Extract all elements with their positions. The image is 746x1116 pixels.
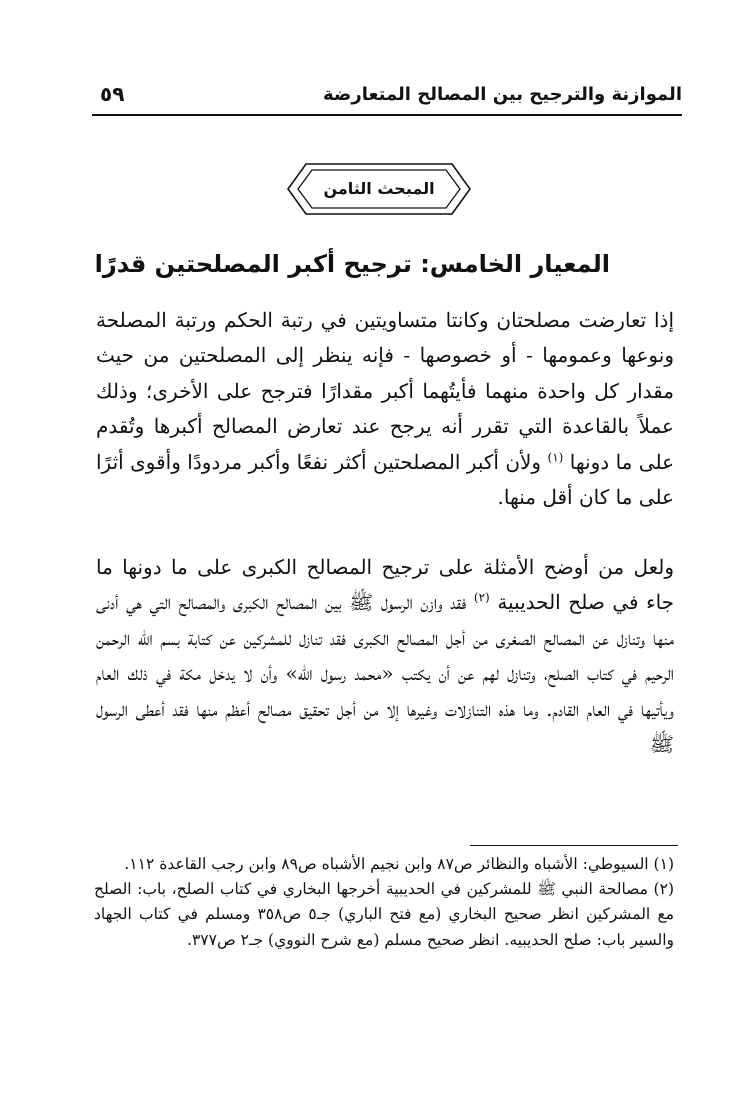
paragraph-2 — [96, 550, 674, 762]
footnotes — [94, 852, 674, 953]
header-rule — [92, 114, 682, 116]
criterion-heading: المعيار الخامس: ترجيح أكبر المصلحتين قدرًا — [94, 250, 610, 278]
paragraph-1-text-b: ولأن أكبر المصلحتين أكثر نفعًا وأكبر مردودًا وأقوى أثرًا على ما كان أقل منها. — [96, 449, 674, 510]
page-number: ٥٩ — [100, 82, 125, 106]
paragraph-2-text-a: ولعل من أوضح الأمثلة على ترجيح المصالح الكبرى على ما دونها ما جاء في صلح الحديبية — [96, 555, 675, 615]
paragraph-1-text-a: إذا تعارضت مصلحتان وكانتا متساويتين في رتبة الحكم ورتبة المصلحة ونوعها وعمومها - أو خصوصها - فإنه ينظر إلى المصلحتين من حيث مقدار كل واحدة منهما فأيتُهما أكبر مقدارًا فترجح على الأخرى؛ وذلك عملاً بالقاعدة التي تقرر أنه يرجح عند تعارض المصالح أكبرها وتُقدم على ما دونها — [96, 308, 675, 474]
footnote-ref-1[interactable]: (١) — [547, 449, 564, 464]
footnote-ref-2[interactable]: (٢) — [473, 590, 490, 605]
footnote-2-text: مصالحة النبي ﷺ للمشركين في الحديبية أخرجها البخاري في كتاب الصلح، باب: الصلح مع المشركين انظر صحيح البخاري (مع فتح الباري) جـ٥ ص٣٥٨ ومسلم في كتاب الجهاد والسير باب: صلح الحديبيه. انظر صحيح مسلم (مع شرح النووي) جـ٢ ص٣٧٧. — [94, 880, 675, 949]
footnote-1 — [94, 852, 674, 877]
section-banner — [282, 158, 476, 220]
footnote-1-number: (١) — [653, 855, 674, 873]
footnote-2-number: (٢) — [653, 880, 674, 899]
section-label: المبحث الثامن — [323, 179, 435, 198]
running-title: الموازنة والترجيح بين المصالح المتعارضة — [323, 84, 682, 105]
footnote-2 — [94, 877, 674, 953]
footnote-1-text: السيوطي: الأشباه والنظائر ص٨٧ وابن نجيم الأشباه ص٨٩ وابن رجب القاعدة ١١٢. — [124, 855, 654, 873]
paragraph-1 — [96, 303, 674, 515]
footnote-separator — [470, 845, 678, 846]
paragraph-2-text-b: فقد وازن الرسول ﷺ بين المصالح الكبرى والمصالح التي هي أدنى منها وتنازل عن المصالح الصغرى من أجل المصالح الكبرى فقد تنازل للمشركين عن كتابة بسم الله الرحمن الرحيم في كتاب الصلح، وتنازل لهم عن أن يكتب «محمد رسول الله» وأن لا يدخل مكة في ذلك العام ويأتيها في العام القادم. وما هذه التنازلات وغيرها إلا من أجل تحقيق مصالح أعظم منها فقد أعطى الرسول ﷺ — [96, 590, 674, 757]
page-header — [92, 82, 682, 114]
